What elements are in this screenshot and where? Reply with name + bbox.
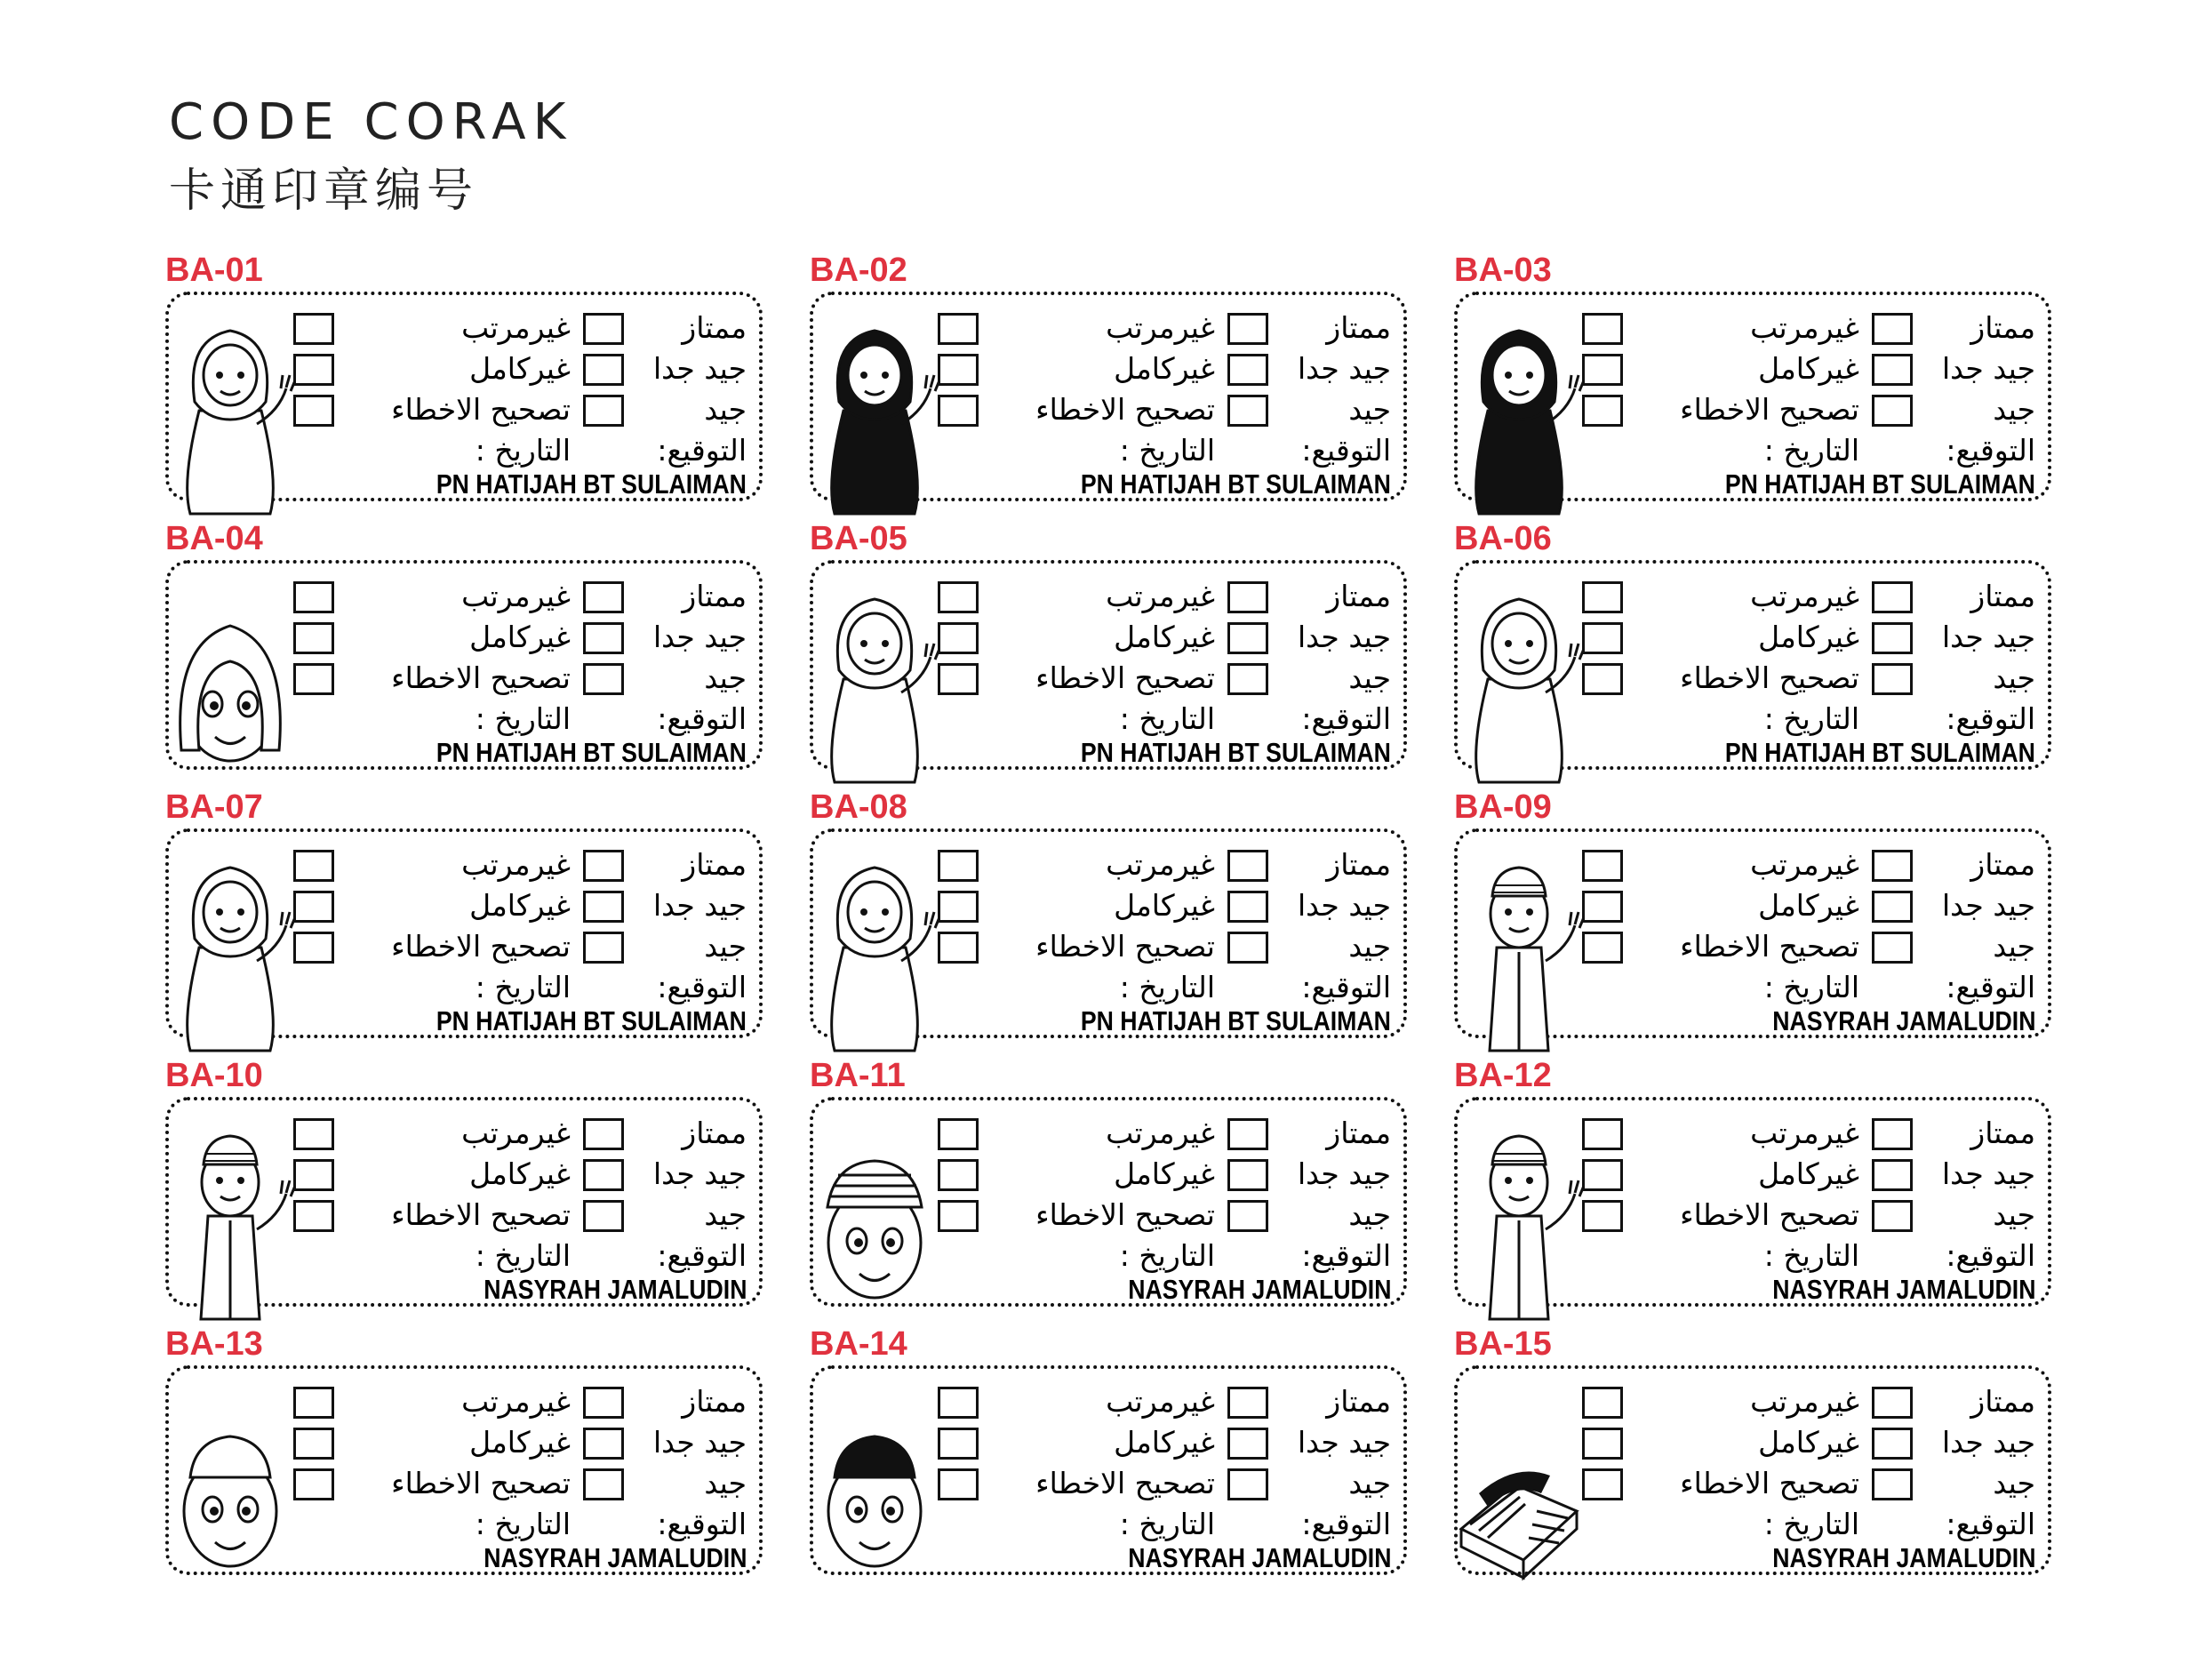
checkbox-corrections[interactable] — [938, 1468, 979, 1500]
stamp-card — [1454, 1058, 2051, 1324]
checkbox-corrections[interactable] — [293, 1468, 334, 1500]
label-untidy: غيرمرتب — [461, 1384, 571, 1419]
label-excellent: ممتاز — [1970, 579, 2035, 613]
stamp-frame — [165, 828, 763, 1038]
checkbox-excellent[interactable] — [1872, 850, 1913, 882]
teacher-name: PN HATIJAH BT SULAIMAN — [436, 1005, 747, 1036]
label-untidy: غيرمرتب — [1106, 310, 1215, 345]
checkbox-incomplete[interactable] — [293, 891, 334, 923]
label-signature: التوقيع: — [1946, 433, 2035, 468]
label-untidy: غيرمرتب — [1106, 579, 1215, 613]
stamp-frame — [1454, 292, 2051, 501]
stamp-card — [165, 252, 763, 519]
label-good: جيد — [1348, 1197, 1391, 1232]
label-very-good: جيد جدا — [652, 888, 747, 923]
checkbox-good[interactable] — [1872, 395, 1913, 427]
teacher-name: NASYRAH JAMALUDIN — [1771, 1542, 2035, 1573]
checkbox-good[interactable] — [583, 1468, 624, 1500]
checkbox-excellent[interactable] — [1872, 581, 1913, 613]
checkbox-corrections[interactable] — [938, 395, 979, 427]
label-incomplete: غيركامل — [1114, 888, 1215, 923]
stamp-card — [810, 252, 1407, 519]
label-date: التاريخ : — [475, 970, 571, 1004]
boy-white-kopiah-face-icon — [164, 1378, 297, 1596]
checkbox-untidy[interactable] — [938, 850, 979, 882]
checkbox-very-good[interactable] — [583, 354, 624, 386]
open-quran-book-icon — [1452, 1378, 1586, 1596]
checkbox-untidy[interactable] — [293, 313, 334, 345]
label-very-good: جيد جدا — [1941, 1425, 2035, 1460]
label-good: جيد — [1993, 660, 2035, 695]
label-excellent: ممتاز — [682, 579, 747, 613]
stamp-frame — [165, 1365, 763, 1575]
label-untidy: غيرمرتب — [461, 1116, 571, 1150]
checkbox-good[interactable] — [1227, 395, 1268, 427]
checkbox-corrections[interactable] — [1582, 932, 1623, 964]
stamp-card — [810, 1326, 1407, 1593]
label-very-good: جيد جدا — [1297, 1156, 1391, 1191]
checkbox-excellent[interactable] — [583, 313, 624, 345]
checkbox-incomplete[interactable] — [1582, 1159, 1623, 1191]
stamp-code: BA-04 — [165, 520, 263, 557]
girl-hijab-portrait-icon — [164, 572, 297, 791]
label-date: التاريخ : — [1119, 970, 1215, 1004]
checkbox-good[interactable] — [583, 932, 624, 964]
label-very-good: جيد جدا — [1297, 351, 1391, 386]
checkbox-incomplete[interactable] — [1582, 891, 1623, 923]
boy-kopiah-waving-icon — [1452, 841, 1586, 1060]
checkbox-good[interactable] — [583, 395, 624, 427]
label-signature: التوقيع: — [1301, 970, 1391, 1004]
label-corrections: تصحيح الاخطاء — [391, 660, 571, 695]
checkbox-untidy[interactable] — [1582, 313, 1623, 345]
checkbox-excellent[interactable] — [583, 850, 624, 882]
label-incomplete: غيركامل — [1758, 1425, 1859, 1460]
label-untidy: غيرمرتب — [461, 310, 571, 345]
stamp-card — [810, 789, 1407, 1056]
teacher-name: PN HATIJAH BT SULAIMAN — [436, 737, 747, 768]
label-signature: التوقيع: — [657, 433, 747, 468]
checkbox-incomplete[interactable] — [938, 1159, 979, 1191]
label-incomplete: غيركامل — [469, 888, 571, 923]
checkbox-excellent[interactable] — [1872, 1118, 1913, 1150]
label-incomplete: غيركامل — [1114, 620, 1215, 654]
checkbox-incomplete[interactable] — [293, 622, 334, 654]
label-good: جيد — [704, 929, 747, 964]
stamp-frame — [165, 1097, 763, 1307]
stamp-card — [165, 521, 763, 788]
teacher-name: PN HATIJAH BT SULAIMAN — [1080, 468, 1391, 500]
label-signature: التوقيع: — [1301, 433, 1391, 468]
label-untidy: غيرمرتب — [1750, 1116, 1859, 1150]
stamp-card — [1454, 789, 2051, 1056]
stamp-code: BA-10 — [165, 1057, 263, 1094]
label-corrections: تصحيح الاخطاء — [1680, 929, 1859, 964]
label-good: جيد — [1993, 1197, 2035, 1232]
label-incomplete: غيركامل — [1758, 1156, 1859, 1191]
label-good: جيد — [704, 392, 747, 427]
checkbox-untidy[interactable] — [938, 581, 979, 613]
label-incomplete: غيركامل — [1114, 351, 1215, 386]
label-signature: التوقيع: — [1301, 1507, 1391, 1541]
checkbox-corrections[interactable] — [293, 395, 334, 427]
label-good: جيد — [704, 1466, 747, 1500]
checkbox-excellent[interactable] — [1227, 1387, 1268, 1419]
label-good: جيد — [1348, 1466, 1391, 1500]
label-very-good: جيد جدا — [1297, 888, 1391, 923]
stamp-frame — [1454, 828, 2051, 1038]
label-date: التاريخ : — [1763, 701, 1859, 736]
label-very-good: جيد جدا — [1941, 351, 2035, 386]
stamp-frame — [810, 292, 1407, 501]
label-good: جيد — [1348, 929, 1391, 964]
label-incomplete: غيركامل — [469, 620, 571, 654]
stamp-code: BA-15 — [1454, 1325, 1552, 1363]
stamp-frame — [1454, 560, 2051, 770]
label-signature: التوقيع: — [1946, 1507, 2035, 1541]
label-corrections: تصحيح الاخطاء — [1680, 392, 1859, 427]
label-untidy: غيرمرتب — [1750, 579, 1859, 613]
checkbox-untidy[interactable] — [293, 1387, 334, 1419]
label-corrections: تصحيح الاخطاء — [1035, 929, 1215, 964]
teacher-name: PN HATIJAH BT SULAIMAN — [1080, 737, 1391, 768]
checkbox-very-good[interactable] — [1227, 1428, 1268, 1460]
checkbox-very-good[interactable] — [1227, 354, 1268, 386]
label-corrections: تصحيح الاخطاء — [1035, 1197, 1215, 1232]
label-corrections: تصحيح الاخطاء — [1680, 1197, 1859, 1232]
checkbox-incomplete[interactable] — [293, 354, 334, 386]
checkbox-untidy[interactable] — [1582, 1387, 1623, 1419]
teacher-name: NASYRAH JAMALUDIN — [483, 1274, 747, 1305]
label-date: التاريخ : — [475, 1507, 571, 1541]
stamp-code: BA-02 — [810, 252, 907, 289]
checkbox-very-good[interactable] — [583, 622, 624, 654]
boy-songkok-face-icon — [808, 1378, 941, 1596]
stamp-frame — [810, 1097, 1407, 1307]
label-excellent: ممتاز — [1970, 1384, 2035, 1419]
checkbox-excellent[interactable] — [1227, 581, 1268, 613]
label-excellent: ممتاز — [1326, 579, 1391, 613]
checkbox-excellent[interactable] — [583, 581, 624, 613]
checkbox-excellent[interactable] — [1227, 1118, 1268, 1150]
stamp-frame — [810, 1365, 1407, 1575]
teacher-name: NASYRAH JAMALUDIN — [483, 1542, 747, 1573]
stamp-code: BA-05 — [810, 520, 907, 557]
stamp-card — [1454, 1326, 2051, 1593]
label-signature: التوقيع: — [1301, 701, 1391, 736]
label-incomplete: غيركامل — [1758, 620, 1859, 654]
girl-hijab-holding-book-icon — [164, 304, 297, 523]
stamp-code: BA-08 — [810, 788, 907, 826]
checkbox-very-good[interactable] — [1872, 354, 1913, 386]
checkbox-very-good[interactable] — [1872, 1428, 1913, 1460]
checkbox-incomplete[interactable] — [1582, 1428, 1623, 1460]
stamp-frame — [165, 560, 763, 770]
checkbox-very-good[interactable] — [583, 891, 624, 923]
label-untidy: غيرمرتب — [461, 847, 571, 882]
label-excellent: ممتاز — [682, 310, 747, 345]
checkbox-untidy[interactable] — [293, 1118, 334, 1150]
checkbox-corrections[interactable] — [1582, 395, 1623, 427]
checkbox-corrections[interactable] — [293, 932, 334, 964]
teacher-name: PN HATIJAH BT SULAIMAN — [436, 468, 747, 500]
stamp-card — [165, 789, 763, 1056]
stamp-code: BA-01 — [165, 252, 263, 289]
checkbox-very-good[interactable] — [1227, 622, 1268, 654]
checkbox-untidy[interactable] — [293, 581, 334, 613]
checkbox-very-good[interactable] — [1872, 622, 1913, 654]
teacher-name: NASYRAH JAMALUDIN — [1771, 1274, 2035, 1305]
label-date: التاريخ : — [475, 701, 571, 736]
checkbox-incomplete[interactable] — [1582, 354, 1623, 386]
woman-long-hijab-icon — [164, 841, 297, 1060]
checkbox-excellent[interactable] — [1872, 313, 1913, 345]
boy-kopiah-holding-book-icon — [1452, 1109, 1586, 1328]
label-very-good: جيد جدا — [1941, 620, 2035, 654]
label-excellent: ممتاز — [1970, 1116, 2035, 1150]
label-corrections: تصحيح الاخطاء — [391, 1197, 571, 1232]
label-date: التاريخ : — [475, 433, 571, 468]
label-excellent: ممتاز — [1326, 310, 1391, 345]
label-good: جيد — [1348, 392, 1391, 427]
checkbox-untidy[interactable] — [938, 1387, 979, 1419]
label-incomplete: غيركامل — [1114, 1156, 1215, 1191]
label-excellent: ممتاز — [1970, 310, 2035, 345]
label-date: التاريخ : — [1763, 1507, 1859, 1541]
label-corrections: تصحيح الاخطاء — [1035, 1466, 1215, 1500]
checkbox-excellent[interactable] — [1872, 1387, 1913, 1419]
stamp-code: BA-11 — [810, 1057, 906, 1094]
checkbox-very-good[interactable] — [583, 1159, 624, 1191]
label-date: التاريخ : — [475, 1238, 571, 1273]
label-date: التاريخ : — [1119, 1238, 1215, 1273]
teacher-name: PN HATIJAH BT SULAIMAN — [1724, 737, 2035, 768]
girl-glasses-pointing-up-icon — [1452, 304, 1586, 523]
teacher-name: PN HATIJAH BT SULAIMAN — [1724, 468, 2035, 500]
label-good: جيد — [1993, 392, 2035, 427]
label-untidy: غيرمرتب — [1750, 310, 1859, 345]
stamp-code: BA-07 — [165, 788, 263, 826]
checkbox-very-good[interactable] — [583, 1428, 624, 1460]
label-excellent: ممتاز — [682, 847, 747, 882]
stamp-card — [1454, 521, 2051, 788]
label-untidy: غيرمرتب — [1106, 847, 1215, 882]
page-subtitle: 卡通印章编号 — [169, 164, 479, 218]
label-date: التاريخ : — [1119, 701, 1215, 736]
label-untidy: غيرمرتب — [1750, 1384, 1859, 1419]
label-incomplete: غيركامل — [1758, 351, 1859, 386]
label-excellent: ممتاز — [1326, 847, 1391, 882]
stamp-code: BA-06 — [1454, 520, 1552, 557]
woman-hijab-thumbs-up-icon — [1452, 572, 1586, 791]
checkbox-corrections[interactable] — [938, 932, 979, 964]
stamp-frame — [1454, 1097, 2051, 1307]
checkbox-good[interactable] — [1872, 663, 1913, 695]
teacher-name: NASYRAH JAMALUDIN — [1771, 1005, 2035, 1036]
label-date: التاريخ : — [1119, 433, 1215, 468]
stamp-card — [810, 521, 1407, 788]
checkbox-very-good[interactable] — [1872, 1159, 1913, 1191]
stamp-code: BA-09 — [1454, 788, 1552, 826]
checkbox-good[interactable] — [583, 663, 624, 695]
label-corrections: تصحيح الاخطاء — [1680, 1466, 1859, 1500]
label-excellent: ممتاز — [682, 1384, 747, 1419]
checkbox-good[interactable] — [1872, 932, 1913, 964]
label-good: جيد — [704, 1197, 747, 1232]
label-signature: التوقيع: — [1946, 970, 2035, 1004]
checkbox-corrections[interactable] — [938, 663, 979, 695]
checkbox-incomplete[interactable] — [293, 1428, 334, 1460]
stamp-card — [1454, 252, 2051, 519]
girl-hijab-waving-books-icon — [808, 841, 941, 1060]
label-good: جيد — [1993, 929, 2035, 964]
checkbox-corrections[interactable] — [293, 663, 334, 695]
label-excellent: ممتاز — [1326, 1116, 1391, 1150]
label-good: جيد — [1348, 660, 1391, 695]
label-excellent: ممتاز — [1326, 1384, 1391, 1419]
label-corrections: تصحيح الاخطاء — [391, 929, 571, 964]
label-signature: التوقيع: — [1946, 1238, 2035, 1273]
stamp-card — [165, 1058, 763, 1324]
stamp-frame — [810, 828, 1407, 1038]
checkbox-excellent[interactable] — [583, 1387, 624, 1419]
label-untidy: غيرمرتب — [1750, 847, 1859, 882]
label-signature: التوقيع: — [657, 970, 747, 1004]
checkbox-corrections[interactable] — [1582, 1468, 1623, 1500]
label-very-good: جيد جدا — [1941, 1156, 2035, 1191]
label-untidy: غيرمرتب — [461, 579, 571, 613]
stamp-code: BA-13 — [165, 1325, 263, 1363]
label-very-good: جيد جدا — [1297, 1425, 1391, 1460]
label-very-good: جيد جدا — [652, 351, 747, 386]
label-excellent: ممتاز — [682, 1116, 747, 1150]
checkbox-incomplete[interactable] — [1582, 622, 1623, 654]
teacher-name: NASYRAH JAMALUDIN — [1127, 1274, 1391, 1305]
checkbox-very-good[interactable] — [1872, 891, 1913, 923]
label-signature: التوقيع: — [657, 1507, 747, 1541]
checkbox-excellent[interactable] — [1227, 313, 1268, 345]
label-untidy: غيرمرتب — [1106, 1116, 1215, 1150]
checkbox-incomplete[interactable] — [293, 1159, 334, 1191]
label-very-good: جيد جدا — [652, 620, 747, 654]
label-corrections: تصحيح الاخطاء — [391, 1466, 571, 1500]
page-title: CODE CORAK — [169, 93, 573, 151]
stamp-code: BA-03 — [1454, 252, 1552, 289]
teacher-name: PN HATIJAH BT SULAIMAN — [1080, 1005, 1391, 1036]
label-incomplete: غيركامل — [469, 1156, 571, 1191]
checkbox-untidy[interactable] — [293, 850, 334, 882]
checkbox-untidy[interactable] — [938, 313, 979, 345]
label-excellent: ممتاز — [1970, 847, 2035, 882]
label-corrections: تصحيح الاخطاء — [391, 392, 571, 427]
label-corrections: تصحيح الاخطاء — [1680, 660, 1859, 695]
label-good: جيد — [704, 660, 747, 695]
woman-hijab-waving-icon — [808, 572, 941, 791]
checkbox-corrections[interactable] — [1582, 663, 1623, 695]
label-corrections: تصحيح الاخطاء — [1035, 660, 1215, 695]
checkbox-good[interactable] — [1872, 1200, 1913, 1232]
checkbox-good[interactable] — [583, 1200, 624, 1232]
checkbox-untidy[interactable] — [1582, 1118, 1623, 1150]
checkbox-excellent[interactable] — [1227, 850, 1268, 882]
checkbox-corrections[interactable] — [1582, 1200, 1623, 1232]
label-incomplete: غيركامل — [469, 1425, 571, 1460]
checkbox-incomplete[interactable] — [938, 622, 979, 654]
label-incomplete: غيركامل — [469, 351, 571, 386]
checkbox-good[interactable] — [1227, 663, 1268, 695]
label-date: التاريخ : — [1119, 1507, 1215, 1541]
label-signature: التوقيع: — [657, 701, 747, 736]
label-date: التاريخ : — [1763, 1238, 1859, 1273]
checkbox-untidy[interactable] — [1582, 850, 1623, 882]
checkbox-incomplete[interactable] — [938, 354, 979, 386]
checkbox-good[interactable] — [1227, 932, 1268, 964]
stamp-frame — [810, 560, 1407, 770]
label-good: جيد — [1993, 1466, 2035, 1500]
checkbox-very-good[interactable] — [1227, 891, 1268, 923]
man-turban-smiling-icon — [808, 1109, 941, 1328]
checkbox-incomplete[interactable] — [938, 1428, 979, 1460]
checkbox-good[interactable] — [1872, 1468, 1913, 1500]
label-date: التاريخ : — [1763, 433, 1859, 468]
label-incomplete: غيركامل — [1758, 888, 1859, 923]
checkbox-good[interactable] — [1227, 1200, 1268, 1232]
checkbox-very-good[interactable] — [1227, 1159, 1268, 1191]
stamp-card — [165, 1326, 763, 1593]
label-very-good: جيد جدا — [652, 1156, 747, 1191]
label-corrections: تصحيح الاخطاء — [1035, 392, 1215, 427]
label-date: التاريخ : — [1763, 970, 1859, 1004]
stamp-frame — [165, 292, 763, 501]
girl-black-hijab-glasses-icon — [808, 304, 941, 523]
stamp-card — [810, 1058, 1407, 1324]
stamp-frame — [1454, 1365, 2051, 1575]
label-very-good: جيد جدا — [652, 1425, 747, 1460]
stamp-code: BA-14 — [810, 1325, 907, 1363]
label-signature: التوقيع: — [1946, 701, 2035, 736]
checkbox-corrections[interactable] — [938, 1200, 979, 1232]
label-signature: التوقيع: — [657, 1238, 747, 1273]
stamp-code: BA-12 — [1454, 1057, 1552, 1094]
label-incomplete: غيركامل — [1114, 1425, 1215, 1460]
teacher-name: NASYRAH JAMALUDIN — [1127, 1542, 1391, 1573]
checkbox-untidy[interactable] — [938, 1118, 979, 1150]
checkbox-excellent[interactable] — [583, 1118, 624, 1150]
label-very-good: جيد جدا — [1941, 888, 2035, 923]
label-untidy: غيرمرتب — [1106, 1384, 1215, 1419]
label-very-good: جيد جدا — [1297, 620, 1391, 654]
checkbox-good[interactable] — [1227, 1468, 1268, 1500]
checkbox-incomplete[interactable] — [938, 891, 979, 923]
label-signature: التوقيع: — [1301, 1238, 1391, 1273]
checkbox-corrections[interactable] — [293, 1200, 334, 1232]
boy-cap-waving-icon — [164, 1109, 297, 1328]
checkbox-untidy[interactable] — [1582, 581, 1623, 613]
